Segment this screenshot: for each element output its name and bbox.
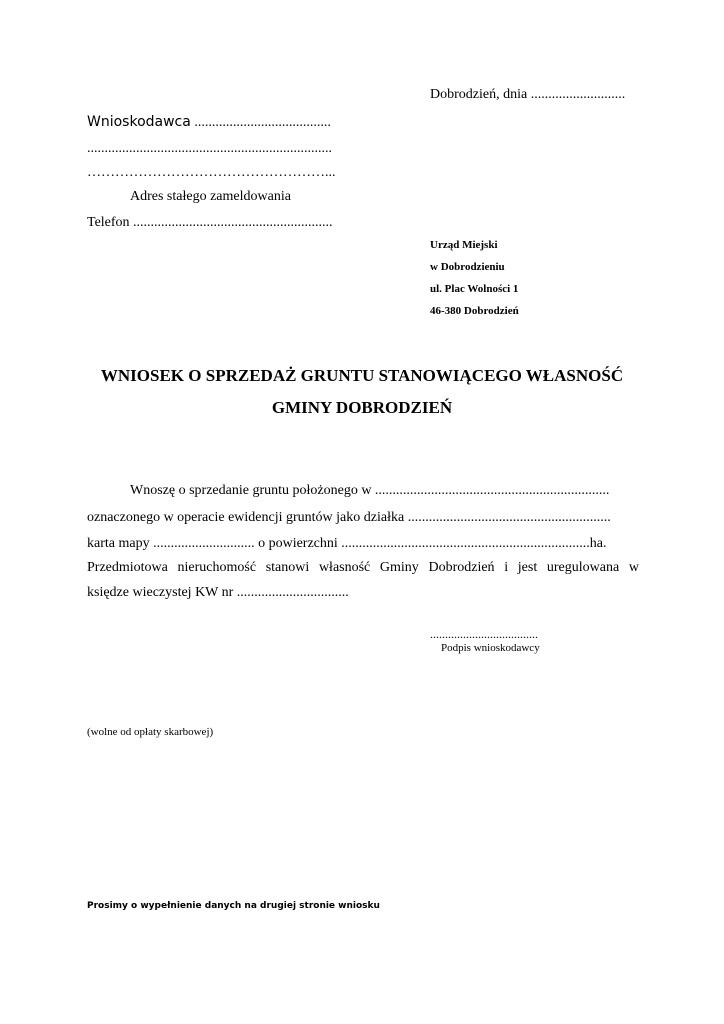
footer-note: Prosimy o wypełnienie danych na drugiej stronie wniosku [87, 901, 380, 911]
document-title-line-1: WNIOSEK O SPRZEDAŻ GRUNTU STANOWIĄCEGO WŁASNOŚĆ [100, 366, 624, 385]
body-word: stanowi [265, 560, 310, 575]
applicant-line [87, 114, 331, 131]
body-word: w [628, 560, 639, 575]
office-postal: 46-380 Dobrodzień [430, 305, 519, 317]
body-line-5: księdze wieczystej KW nr ................................ [87, 585, 349, 600]
body-word: własność [318, 560, 371, 575]
body-line-3: karta mapy ............................. o powierzchni .......................................................................ha. [87, 536, 607, 551]
office-name: Urząd Miejski [430, 239, 498, 251]
document-title-line-2: GMINY DOBRODZIEŃ [271, 398, 453, 417]
signature-label: Podpis wnioskodawcy [441, 642, 540, 654]
place-date-line: Dobrodzień, dnia ........................... [430, 87, 626, 102]
body-word: Dobrodzień [428, 560, 495, 575]
phone-line: Telefon ......................................................... [87, 215, 333, 230]
body-word: uregulowana [546, 560, 620, 575]
fee-note: (wolne od opłaty skarbowej) [87, 726, 214, 738]
address-caption: Adres stałego zameldowania [130, 189, 291, 204]
body-word: jest [517, 560, 538, 575]
body-word: Gminy [379, 560, 419, 575]
body-line-4 [87, 560, 639, 576]
applicant-label: Wnioskodawca [87, 114, 191, 130]
body-word: nieruchomość [177, 560, 257, 575]
body-word: Przedmiotowa [87, 560, 168, 575]
applicant-dots-line-1: ...................................................................... [87, 141, 332, 156]
office-street: ul. Plac Wolności 1 [430, 283, 519, 295]
office-city: w Dobrodzieniu [430, 261, 505, 273]
signature-dots: .................................... [430, 627, 538, 641]
applicant-dots-line-2: ……………………………………………... [87, 165, 336, 180]
body-line-2: oznaczonego w operacie ewidencji gruntów jako działka .......................................................... [87, 510, 611, 525]
body-line-1: Wnoszę o sprzedanie gruntu położonego w ................................................................... [130, 483, 610, 498]
body-word: i [504, 560, 509, 575]
applicant-dots: ....................................... [190, 115, 331, 130]
